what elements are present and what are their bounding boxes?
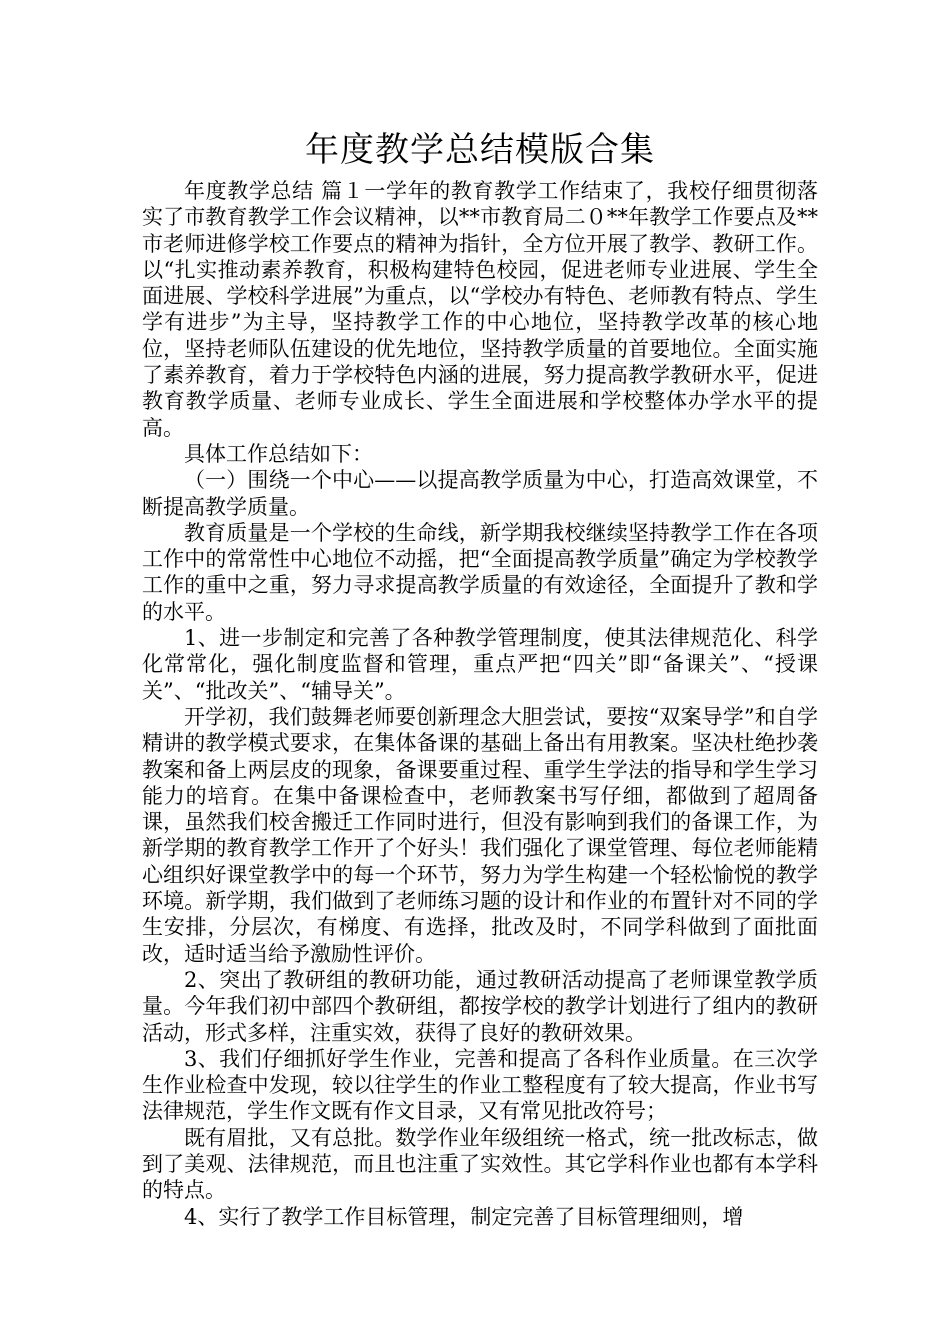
- paragraph-section-one: （一）围绕一个中心——以提高教学质量为中心，打造高效课堂，不断提高教学质量。: [142, 468, 818, 519]
- paragraph-summary-heading: 具体工作总结如下：: [184, 441, 373, 466]
- paragraph-item-3: 3、我们仔细抓好学生作业，完善和提高了各科作业质量。在三次学生作业检查中发现，较以往学生的作业工整程度有了较大提高，作业书写法律规范，学生作文既有作文目录，又有常见批改符号；: [142, 1046, 818, 1124]
- paragraph-item-4: 4、实行了教学工作目标管理，制定完善了目标管理细则，增: [184, 1204, 744, 1229]
- paragraph-quality: 教育质量是一个学校的生命线，新学期我校继续坚持教学工作在各项工作中的常常性中心地位不动摇，把“全面提高教学质量”确定为学校教学工作的重中之重，努力寻求提高教学质量的有效途径，全面提升了教和学的水平。: [142, 520, 818, 624]
- paragraph-intro: 年度教学总结 篇１一学年的教育教学工作结束了，我校仔细贯彻落实了市教育教学工作会议精神，以**市教育局二０**年教学工作要点及**市老师进修学校工作要点的精神为指针，全方位开展了教学、教研工作。以“扎实推动素养教育，积极构建特色校园，促进老师专业进展、学生全面进展、学校科学进展”为重点，以“学校办有特色、老师教有特点、学生学有进步”为主导，坚持教学工作的中心地位，坚持教学改革的核心地位，坚持老师队伍建设的优先地位，坚持教学质量的首要地位。全面实施了素养教育，着力于学校特色内涵的进展，努力提高教学教研水平，促进教育教学质量、老师专业成长、学生全面进展和学校整体办学水平的提高。: [142, 179, 818, 440]
- paragraph-item-1: 1、进一步制定和完善了各种教学管理制度，使其法律规范化、科学化常常化，强化制度监督和管理，重点严把“四关”即“备课关”、“授课关”、“批改关”、“辅导关”。: [142, 626, 818, 703]
- paragraph-semester-start: 开学初，我们鼓舞老师要创新理念大胆尝试，要按“双案导学”和自学精讲的教学模式要求，在集体备课的基础上备出有用教案。坚决杜绝抄袭教案和备上两层皮的现象，备课要重过程、重学生学法的指导和学生学习能力的培育。在集中备课检查中，老师教案书写仔细，都做到了超周备课，虽然我们校舍搬迁工作同时进行，但没有影响到我们的备课工作，为新学期的教育教学工作开了个好头！我们强化了课堂管理、每位老师能精心组织好课堂教学中的每一个环节，努力为学生构建一个轻松愉悦的教学环境。新学期，我们做到了老师练习题的设计和作业的布置针对不同的学生安排，分层次，有梯度、有选择，批改及时，不同学科做到了面批面改，适时适当给予激励性评价。: [142, 704, 818, 966]
- paragraph-comments: 既有眉批，又有总批。数学作业年级组统一格式，统一批改标志，做到了美观、法律规范，而且也注重了实效性。其它学科作业也都有本学科的特点。: [142, 1125, 818, 1203]
- document-body: [142, 128, 818, 1230]
- paragraph-item-2: 2、突出了教研组的教研功能，通过教研活动提高了老师课堂教学质量。今年我们初中部四个教研组，都按学校的教学计划进行了组内的教研活动，形式多样，注重实效，获得了良好的教研效果。: [142, 967, 818, 1045]
- document-title: 年度教学总结模版合集: [305, 130, 655, 170]
